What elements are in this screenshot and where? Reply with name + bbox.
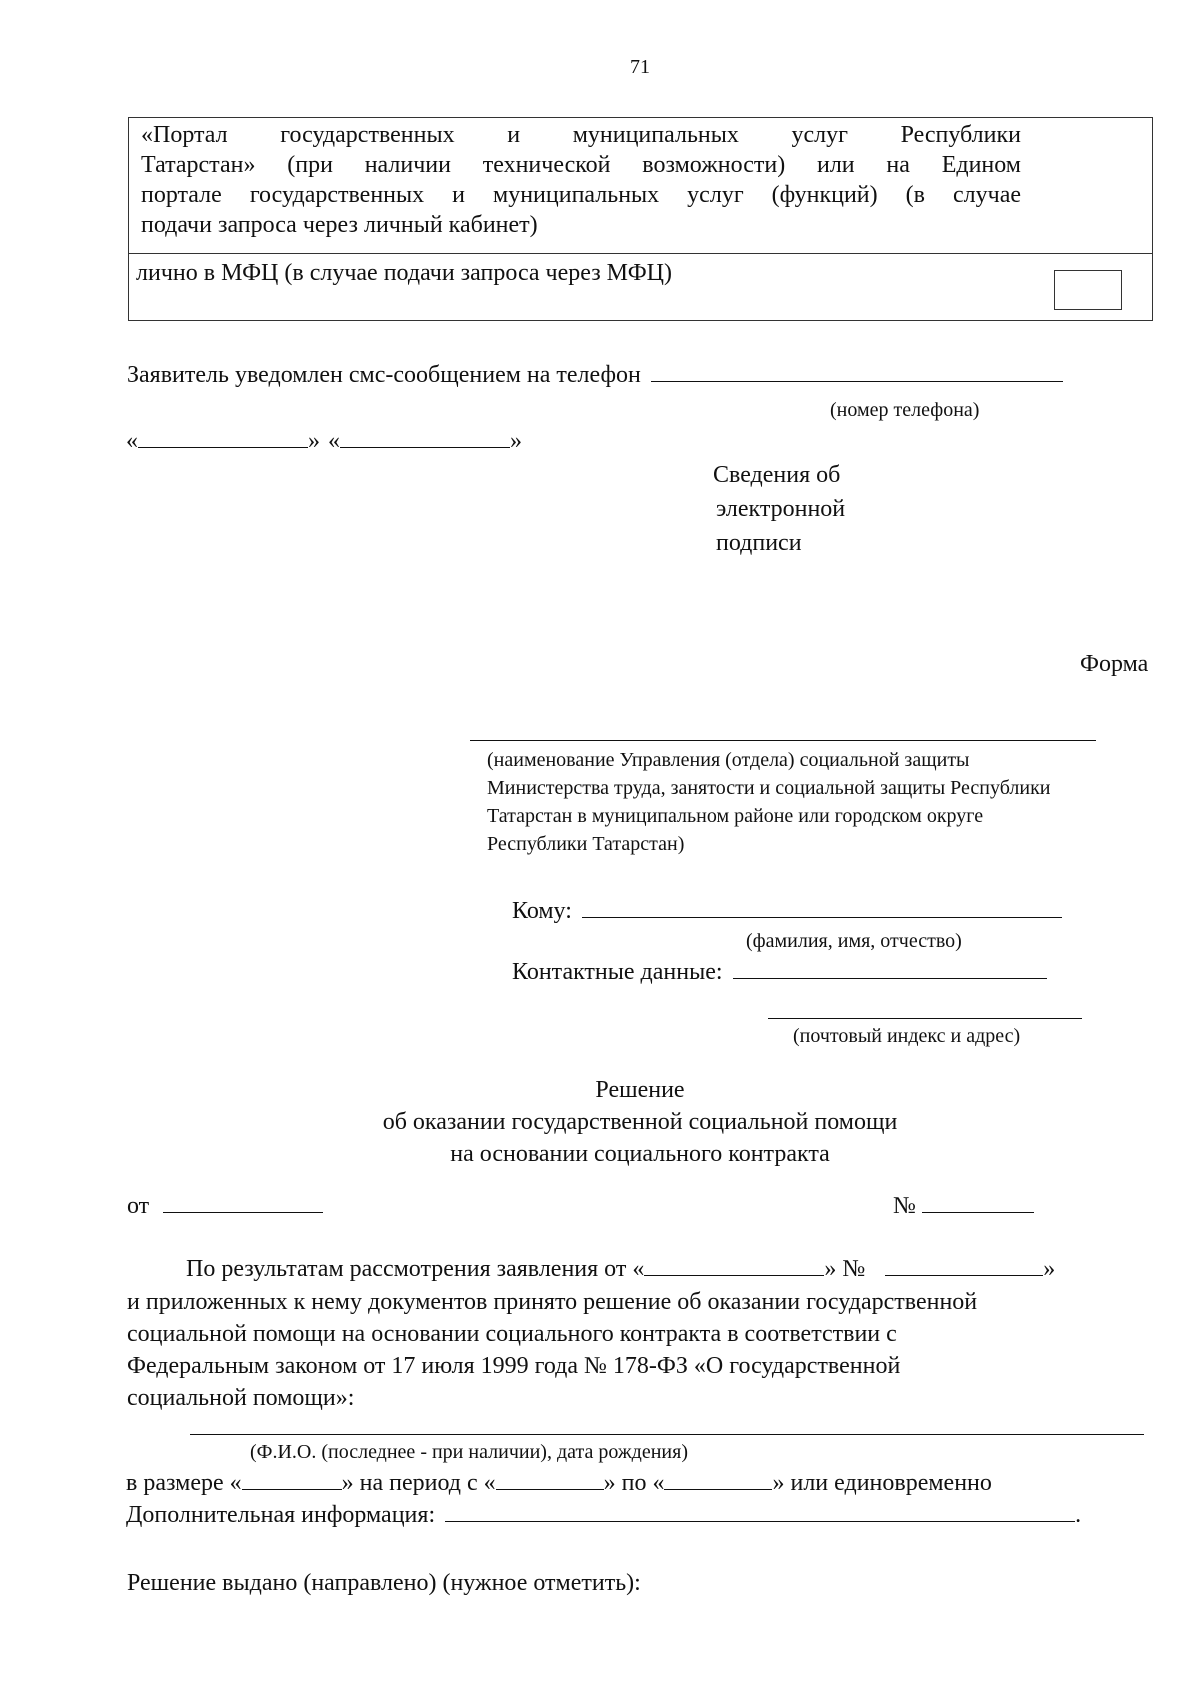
body-text: По результатам рассмотрения заявления от «: [186, 1256, 645, 1282]
table-row-portal-line: подачи запроса через личный кабинет): [141, 212, 538, 238]
date-quote: «: [126, 428, 138, 454]
amount-text: » или единовременно: [772, 1470, 992, 1496]
body-text: »: [1043, 1256, 1056, 1282]
amount-text: в размере «: [126, 1470, 242, 1496]
date-field[interactable]: [138, 446, 308, 448]
extra-info-label: Дополнительная информация:: [126, 1502, 436, 1528]
amount-line: [126, 1468, 992, 1498]
recipient-line: [512, 896, 1062, 926]
date-quote: »: [308, 428, 320, 454]
contacts-line: [512, 957, 1047, 987]
phone-caption: (номер телефона): [830, 399, 980, 421]
mfc-checkbox[interactable]: [1054, 270, 1122, 310]
from-label: от: [127, 1193, 150, 1219]
body-line-1: [186, 1254, 1055, 1284]
signature-info-line: Сведения об: [713, 462, 841, 488]
table-row-portal: [141, 120, 1021, 240]
form-label: Форма: [1080, 651, 1149, 677]
body-line: и приложенных к нему документов принято решение об оказании государственной: [127, 1289, 978, 1315]
amount-text: » на период с «: [341, 1470, 496, 1496]
body-line: социальной помощи»:: [127, 1385, 355, 1411]
period-start-field[interactable]: [496, 1488, 604, 1490]
authority-caption-line: (наименование Управления (отдела) социальной защиты: [487, 749, 970, 771]
decision-date-line: [127, 1191, 323, 1221]
table-row-portal-line: Татарстан» (при наличии технической возможности) или на Едином: [141, 152, 1021, 178]
fio-caption: (Ф.И.О. (последнее - при наличии), дата рождения): [250, 1441, 688, 1463]
amount-text: » по «: [603, 1470, 665, 1496]
period-end-field[interactable]: [664, 1488, 772, 1490]
contacts-caption: (почтовый индекс и адрес): [793, 1025, 1021, 1047]
extra-info-line: [126, 1500, 1081, 1530]
sms-notice-line: [127, 360, 1063, 390]
body-line: социальной помощи на основании социального контракта в соответствии с: [127, 1321, 897, 1347]
authority-name-field[interactable]: [470, 740, 1096, 741]
table-row-portal-line: «Портал государственных и муниципальных услуг Республики: [141, 122, 1021, 148]
signature-info-line: подписи: [716, 530, 802, 556]
authority-caption: [487, 746, 1051, 858]
decision-date-field[interactable]: [163, 1211, 323, 1213]
recipient-caption: (фамилия, имя, отчество): [746, 930, 962, 952]
amount-field[interactable]: [242, 1488, 342, 1490]
body-text: » №: [824, 1256, 866, 1282]
authority-caption-line: Татарстан в муниципальном районе или городском округе: [487, 805, 984, 827]
date-quote: «: [328, 428, 340, 454]
body-line: Федеральным законом от 17 июля 1999 года № 178-ФЗ «О государственной: [127, 1353, 901, 1379]
decision-title-line: Решение: [595, 1077, 685, 1103]
phone-field[interactable]: [651, 380, 1063, 382]
decision-title: [290, 1074, 990, 1170]
issued-label: Решение выдано (направлено) (нужное отметить):: [127, 1570, 641, 1596]
extra-info-field[interactable]: [445, 1520, 1075, 1522]
decision-number-field[interactable]: [922, 1211, 1034, 1213]
table-row-divider: [128, 253, 1153, 254]
extra-info-end: .: [1075, 1502, 1082, 1528]
date-line: [126, 426, 522, 456]
fio-field[interactable]: [190, 1434, 1144, 1435]
decision-number-line: [893, 1191, 1034, 1221]
table-row-mfc: лично в МФЦ (в случае подачи запроса через МФЦ): [136, 260, 672, 286]
decision-title-line: об оказании государственной социальной помощи: [382, 1109, 898, 1135]
signature-info-line: электронной: [716, 496, 846, 522]
contacts-label: Контактные данные:: [512, 959, 723, 985]
signature-info: [713, 458, 845, 560]
recipient-field[interactable]: [582, 916, 1062, 918]
contacts-field[interactable]: [733, 977, 1047, 979]
application-number-field[interactable]: [885, 1274, 1043, 1276]
sms-notice-label: Заявитель уведомлен смс-сообщением на телефон: [127, 362, 641, 388]
date-quote: »: [510, 428, 522, 454]
application-date-field[interactable]: [644, 1274, 824, 1276]
recipient-label: Кому:: [512, 898, 572, 924]
decision-title-line: на основании социального контракта: [450, 1141, 830, 1167]
contacts-field-second-line[interactable]: [768, 1018, 1082, 1019]
authority-caption-line: Министерства труда, занятости и социальной защиты Республики: [487, 777, 1051, 799]
body-paragraph: [127, 1286, 1137, 1414]
number-label: №: [893, 1193, 916, 1219]
table-row-portal-line: портале государственных и муниципальных услуг (функций) (в случае: [141, 182, 1021, 208]
page-number: 71: [630, 56, 650, 78]
authority-caption-line: Республики Татарстан): [487, 833, 685, 855]
date-field[interactable]: [340, 446, 510, 448]
